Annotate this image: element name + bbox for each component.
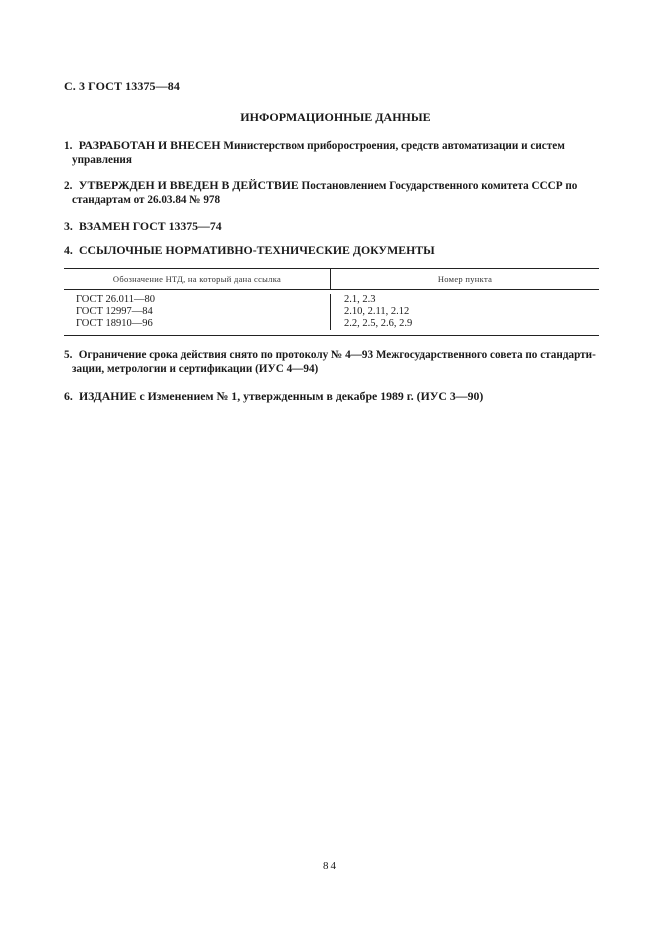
page-number: 84 xyxy=(323,860,338,872)
item-number: 1. xyxy=(64,140,73,152)
info-item-approved xyxy=(64,178,599,207)
item-number: 2. xyxy=(64,180,73,192)
item-number: 4. xyxy=(64,243,73,257)
item-text: Постановлением Государственного комитета СССР по xyxy=(301,180,578,192)
table-cell-document: ГОСТ 12997—84 xyxy=(76,306,153,317)
item-text: Ограничение срока действия снято по протоколу № 4—93 Межгосударственного совета по стандарти- xyxy=(78,349,596,361)
clause-column xyxy=(330,294,599,330)
table-cell-document: ГОСТ 18910—96 xyxy=(76,318,153,329)
item-continuation: управления xyxy=(72,154,132,166)
item-text: Министерством приборостроения, средств автоматизации и систем xyxy=(223,140,565,152)
column-header-clause: Номер пункта xyxy=(330,269,599,289)
table-cell-clause: 2.2, 2.5, 2.6, 2.9 xyxy=(344,318,413,329)
info-item-developed xyxy=(64,138,599,167)
info-item-edition xyxy=(64,389,599,403)
item-number: 6. xyxy=(64,389,73,403)
item-continuation: стандартам от 26.03.84 № 978 xyxy=(72,194,221,206)
item-heading: РАЗРАБОТАН И ВНЕСЕН xyxy=(78,138,221,152)
document-column xyxy=(64,294,330,330)
info-item-replaces xyxy=(64,219,599,233)
item-text: ИЗДАНИЕ с Изменением № 1, утвержденным в декабре 1989 г. (ИУС 3—90) xyxy=(78,389,484,403)
column-header-document: Обозначение НТД, на который дана ссылка xyxy=(112,274,282,284)
reference-table xyxy=(64,268,599,336)
table-cell-clause: 2.10, 2.11, 2.12 xyxy=(344,306,410,317)
page-header: С. 3 ГОСТ 13375—84 xyxy=(64,79,180,93)
item-text: ВЗАМЕН ГОСТ 13375—74 xyxy=(78,219,222,233)
item-text: ССЫЛОЧНЫЕ НОРМАТИВНО-ТЕХНИЧЕСКИЕ ДОКУМЕНТЫ xyxy=(78,243,435,257)
document-title: ИНФОРМАЦИОННЫЕ ДАННЫЕ xyxy=(240,110,431,124)
table-cell-clause: 2.1, 2.3 xyxy=(344,294,376,305)
table-cell-document: ГОСТ 26.011—80 xyxy=(76,294,156,305)
table-header-row xyxy=(64,269,599,290)
item-heading: УТВЕРЖДЕН И ВВЕДЕН В ДЕЙСТВИЕ xyxy=(78,178,299,192)
table-body xyxy=(64,290,599,335)
item-number: 5. xyxy=(64,349,73,361)
item-continuation: зации, метрологии и сертификации (ИУС 4—94) xyxy=(72,363,319,375)
info-item-validity xyxy=(64,348,599,376)
info-item-references xyxy=(64,243,599,257)
item-number: 3. xyxy=(64,219,73,233)
